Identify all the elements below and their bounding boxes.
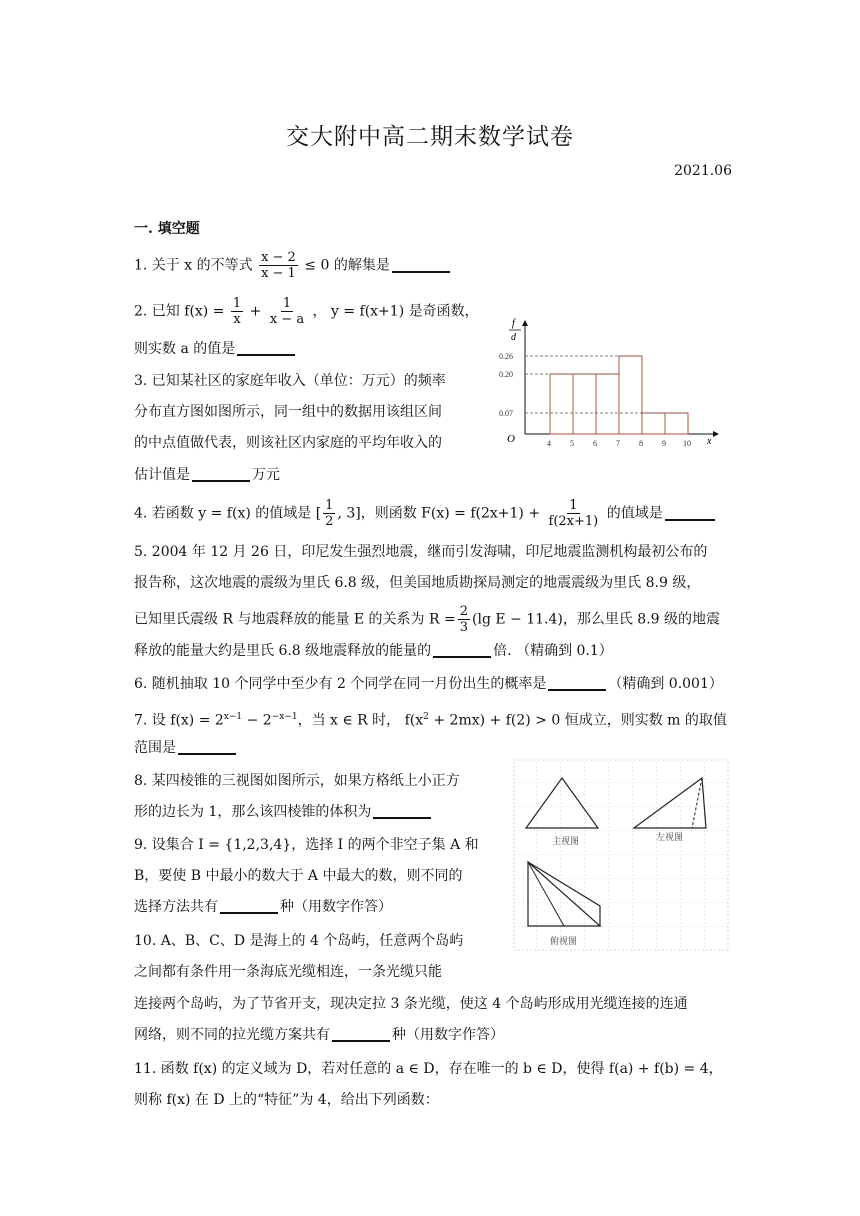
answer-blank[interactable] [433, 642, 491, 658]
frequency-histogram [495, 316, 720, 456]
origin-label: O [507, 433, 515, 445]
x-tick-label: 9 [662, 439, 666, 448]
x-axis-arrow [713, 431, 719, 437]
question-2-cont: 则实数 a 的值是 [134, 338, 297, 360]
question-10-line2: 之间都有条件用一条海底光缆相连，一条光缆只能 [134, 964, 442, 980]
histogram-bar [550, 374, 573, 434]
histogram-bar [573, 374, 596, 434]
question-5-line1: 5. 2004 年 12 月 26 日，印尼发生强烈地震，继而引发海啸，印尼地震监测机构最初公布的 [134, 544, 708, 560]
page-title: 交大附中高二期末数学试卷 [286, 124, 574, 150]
question-8-line1: 8. 某四棱锥的三视图如图所示，如果方格纸上小正方 [134, 773, 460, 789]
exam-date: 2021.06 [674, 163, 732, 179]
question-3-line4: 估计值是 万元 [134, 467, 280, 483]
y-tick-label: 0.20 [499, 370, 513, 379]
question-11-line1: 11. 函数 f(x) 的定义域为 D，若对任意的 a ∈ D，存在唯一的 b ∈ D，使得 f(a) + f(b) = 4， [134, 1061, 723, 1077]
grid-paper [514, 760, 728, 950]
question-2: 2. 已知 f(x) = $\frac{1}{x}$ + $\frac{1}{x - a}$ ， y = f(x+1) 是奇函数， [134, 296, 479, 327]
answer-blank[interactable] [237, 340, 295, 356]
x-tick-label: 10 [683, 439, 691, 448]
left-view-label: 左视图 [656, 832, 684, 842]
question-10-line4: 网络，则不同的拉光缆方案共有 种（用数字作答） [134, 1027, 504, 1043]
front-view-label: 主视图 [552, 836, 580, 846]
question-6: 6. 随机抽取 10 个同学中至少有 2 个同学在同一月份出生的概率是 （精确到 0.001） [134, 676, 723, 692]
y-tick-label: 0.26 [499, 352, 513, 361]
histogram-bar [665, 413, 688, 434]
question-10-line1: 10. A、B、C、D 是海上的 4 个岛屿，任意两个岛屿 [134, 933, 464, 949]
question-9-line1: 9. 设集合 I = {1,2,3,4}，选择 I 的两个非空子集 A 和 [134, 837, 479, 853]
x-tick-label: 8 [639, 439, 643, 448]
question-8-line2: 形的边长为 1，那么该四棱锥的体积为 [134, 801, 433, 823]
question-1: 1. 关于 x 的不等式 $\frac{x - 2}{x - 1}$ ≤ 0 的解集是 [134, 250, 452, 281]
top-view-label: 俯视图 [550, 936, 578, 946]
question-5-line4: 释放的能量大约是里氏 6.8 级地震释放的能量的 倍. （精确到 0.1） [134, 643, 613, 659]
answer-blank[interactable] [373, 803, 431, 819]
answer-blank[interactable] [548, 675, 606, 691]
histogram-bar [596, 374, 619, 434]
question-5-line2: 报告称，这次地震的震级为里氏 6.8 级，但美国地质勘探局测定的地震震级为里氏 8.9 级， [134, 575, 701, 591]
question-7-cont: 范围是 [134, 737, 238, 759]
answer-blank[interactable] [192, 466, 250, 482]
question-9-line3: 选择方法共有 种（用数字作答） [134, 899, 392, 915]
ylabel-top: f [512, 318, 515, 329]
y-axis-arrow [522, 320, 528, 326]
question-10-line3: 连接两个岛屿，为了节省开支，现决定拉 3 条光缆，使这 4 个岛屿形成用光缆连接的连通 [134, 996, 688, 1012]
question-3-line3: 的中点值做代表，则该社区内家庭的平均年收入的 [134, 435, 442, 451]
question-3-line1: 3. 已知某社区的家庭年收入（单位：万元）的频率 [134, 373, 446, 389]
answer-blank[interactable] [220, 898, 278, 914]
three-view-figure [512, 758, 730, 954]
question-4: 4. 若函数 y = f(x) 的值域是 [ $\frac{1}{2}$ , 3]，则函数 F(x) = f(2x+1) + $\frac{1}{f(2x+1)}$ 的值域是 [134, 498, 717, 529]
answer-blank[interactable] [665, 505, 715, 521]
xlabel: x [707, 436, 712, 447]
question-9-line2: B，要使 B 中最小的数大于 A 中最大的数，则不同的 [134, 868, 463, 884]
question-7: 7. 设 $f(x) = 2^{x-1} - 2^{-x-1}$，当 x ∈ R 时， $f(x^2 + 2mx) + f(2) > 0$ 恒成立，则实数 m 的取值 [134, 712, 727, 729]
section-heading: 一. 填空题 [134, 221, 200, 237]
question-3-line2: 分布直方图如图所示，同一组中的数据用该组区间 [134, 404, 442, 420]
x-tick-label: 7 [616, 439, 620, 448]
answer-blank[interactable] [178, 739, 236, 755]
y-tick-label: 0.07 [499, 409, 513, 418]
histogram-bar [642, 413, 665, 434]
question-5-line3: 已知里氏震级 R 与地震释放的能量 E 的关系为 R = $\frac{2}{3}$ (lg E − 11.4)，那么里氏 8.9 级的地震 [134, 604, 721, 635]
x-tick-label: 5 [570, 439, 574, 448]
answer-blank[interactable] [392, 257, 450, 273]
x-tick-label: 6 [593, 439, 597, 448]
histogram-bar [619, 356, 642, 434]
x-tick-label: 4 [547, 439, 551, 448]
question-11-line2: 则称 f(x) 在 D 上的“特征”为 4，给出下列函数： [134, 1092, 439, 1108]
ylabel-bottom: d [511, 332, 516, 343]
answer-blank[interactable] [332, 1026, 390, 1042]
